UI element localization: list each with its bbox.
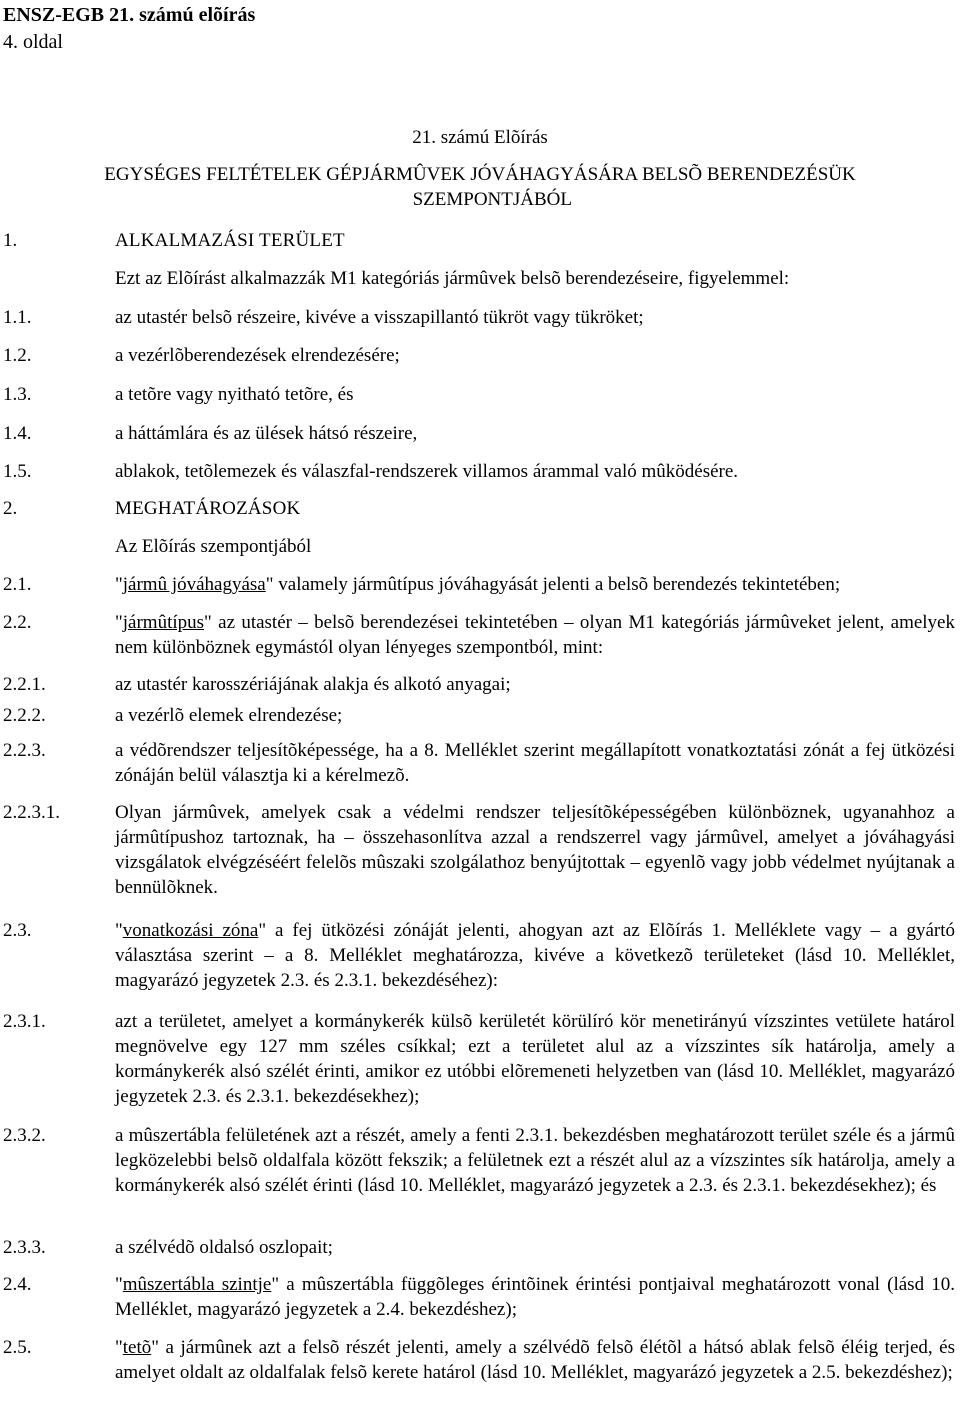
section-text: "jármûtípus" az utastér – belsõ berendezései tekintetében – olyan M1 kategóriás jármûveket jelent, amelyek nem különböznek egymástól olyan lényeges szempontból, mint: xyxy=(115,612,955,658)
section-text: az utastér karosszériájának alakja és alkotó anyagai; xyxy=(115,674,511,695)
section-text: a vezérlõberendezések elrendezésére; xyxy=(115,345,400,366)
section-text: a tetõre vagy nyitható tetõre, és xyxy=(115,384,354,405)
definition-text: a fej ütközési zónáját jelenti, ahogyan azt az Elõírás 1. Melléklete vagy – a gyártó választása szerint – a 8. Melléklet meghatározza, kivéve a következõ területeket (lásd 10. Melléklet, magyarázó jegyzetek 2.3. és 2.3.1. bekezdéséhez): xyxy=(115,920,955,991)
section-text: Olyan jármûvek, amelyek csak a védelmi rendszer teljesítõképességében különböznek, ugyanahhoz a jármûtípushoz tartoznak, ha – összehasonlítva azzal a rendszerrel vagy jármûvel, amelyet a jóváhagyási vizsgálatok elvégzéséért felelõs mûszaki szolgálathoz benyújtottak – egyenlõ vagy jobb védelmet nyújtanak a bennülõknek. xyxy=(115,802,955,898)
section-number: 2.3.1. xyxy=(3,1011,46,1032)
section-text: a szélvédõ oldalsó oszlopait; xyxy=(115,1237,333,1258)
defined-term: tetõ xyxy=(122,1337,152,1358)
page-header xyxy=(3,2,255,55)
defined-term: jármû jóváhagyása xyxy=(122,574,266,595)
section-text: "vonatkozási zóna" a fej ütközési zónáját jelenti, ahogyan azt az Elõírás 1. Melléklete vagy – a gyártó választása szerint – a 8. Melléklet meghatározza, kivéve a következõ területeket (lásd 10. Melléklet, magyarázó jegyzetek 2.3. és 2.3.1. bekezdéséhez): xyxy=(115,920,955,991)
section-number: 2.2.3. xyxy=(3,740,46,761)
section-text: a mûszertábla felületének azt a részét, amely a fenti 2.3.1. bekezdésben meghatározott terület széle és a jármû legközelebbi belsõ oldalfala között fekszik; a felületnek ezt a részét alul az a vízszintes sík határolja, amely a kormánykerék alsó szélét érinti (lásd 10. Melléklet, magyarázó jegyzetek a 2.3. és 2.3.1. bekezdésekhez); és xyxy=(115,1125,955,1196)
section-text: az utastér belsõ részeire, kivéve a visszapillantó tükröt vagy tükröket; xyxy=(115,307,644,328)
section-number: 2.2.2. xyxy=(3,705,46,726)
section-number: 1.2. xyxy=(3,345,32,366)
definition-text: az utastér – belsõ berendezései tekintetében – olyan M1 kategóriás jármûveket jelent, amelyek nem különböznek egymástól olyan lényeges szempontból, mint: xyxy=(115,612,955,658)
section-number: 2.2.1. xyxy=(3,674,46,695)
section-number: 2.3.2. xyxy=(3,1125,46,1146)
section-number: 1.4. xyxy=(3,423,32,444)
section-number: 2.3.3. xyxy=(3,1237,46,1258)
section-text: Ezt az Elõírást alkalmazzák M1 kategóriás jármûvek belsõ berendezéseire, figyelemmel: xyxy=(115,268,790,289)
definition-text: a jármûnek azt a felsõ részét jelenti, amely a szélvédõ felsõ élétõl a hátsó ablak felsõ éléig terjed, és amelyet oldalt az oldalfalak felsõ kerete határol (lásd 10. Melléklet, magyarázó jegyzetek a 2.5. bekezdéshez); xyxy=(115,1337,955,1383)
section-number: 2.3. xyxy=(3,920,32,941)
section-text: azt a területet, amelyet a kormánykerék külsõ kerületét körülíró kör menetirányú vízszintes vetülete határol megnövelve egy 127 mm széles csíkkal; ezt a területet alul az a vízszintes sík határolja, amely a kormánykerék alsó szélét érinti, amikor ez utóbbi elõremeneti helyzetben van (lásd 10. Melléklet, magyarázó jegyzetek 2.3. és 2.3.1. bekezdésekhez); xyxy=(115,1011,955,1107)
section-text: "mûszertábla szintje" a mûszertábla függõleges érintõinek érintési pontjaival meghatározott vonal (lásd 10. Melléklet, magyarázó jegyzetek a 2.4. bekezdéshez); xyxy=(115,1274,955,1320)
definition-text: valamely jármûtípus jóváhagyását jelenti a belsõ berendezés tekintetében; xyxy=(273,574,841,595)
section-text: ablakok, tetõlemezek és válaszfal-rendszerek villamos árammal való mûködésére. xyxy=(115,461,739,482)
section-number: 2.2. xyxy=(3,612,32,633)
defined-term: mûszertábla szintje xyxy=(122,1274,272,1295)
section-text: "tetõ" a jármûnek azt a felsõ részét jelenti, amely a szélvédõ felsõ élétõl a hátsó ablak felsõ éléig terjed, és amelyet oldalt az oldalfalak felsõ kerete határol (lásd 10. Melléklet, magyarázó jegyzetek a 2.5. bekezdéshez); xyxy=(115,1337,955,1383)
section-text: Az Elõírás szempontjából xyxy=(115,536,312,557)
regulation-subtitle-line2: SZEMPONTJÁBÓL xyxy=(412,189,572,210)
regulation-subtitle xyxy=(0,162,960,212)
defined-term: vonatkozási zóna xyxy=(122,920,259,941)
section-heading: ALKALMAZÁSI TERÜLET xyxy=(115,230,345,251)
section-number: 2.2.3.1. xyxy=(3,802,60,823)
section-number: 1.3. xyxy=(3,384,32,405)
section-number: 2.5. xyxy=(3,1337,32,1358)
regulation-title: 21. számú Elõírás xyxy=(412,127,548,148)
section-text: a vezérlõ elemek elrendezése; xyxy=(115,705,343,726)
section-number: 1.1. xyxy=(3,307,32,328)
section-number: 1.5. xyxy=(3,461,32,482)
section-text: a háttámlára és az ülések hátsó részeire, xyxy=(115,423,418,444)
section-number: 2.4. xyxy=(3,1274,32,1295)
section-text: a védõrendszer teljesítõképessége, ha a 8. Melléklet szerint megállapított vonatkoztatási zónát a fej ütközési zónáján belül választja ki a kérelmezõ. xyxy=(115,740,955,786)
section-number: 1. xyxy=(3,230,18,251)
page-number: 4. oldal xyxy=(3,31,63,53)
section-number: 2.1. xyxy=(3,574,32,595)
section-number: 2. xyxy=(3,498,18,519)
regulation-subtitle-line1: EGYSÉGES FELTÉTELEK GÉPJÁRMÛVEK JÓVÁHAGYÁSÁRA BELSÕ BERENDEZÉSÜK xyxy=(104,164,856,185)
section-text: "jármû jóváhagyása" valamely jármûtípus jóváhagyását jelenti a belsõ berendezés tekintetében; xyxy=(115,574,841,595)
definition-text: a mûszertábla függõleges érintõinek érintési pontjaival meghatározott vonal (lásd 10. Melléklet, magyarázó jegyzetek a 2.4. bekezdéshez); xyxy=(115,1274,955,1320)
defined-term: jármûtípus xyxy=(122,612,205,633)
document-series-title: ENSZ-EGB 21. számú elõírás xyxy=(3,4,256,26)
section-heading: MEGHATÁROZÁSOK xyxy=(115,498,301,519)
